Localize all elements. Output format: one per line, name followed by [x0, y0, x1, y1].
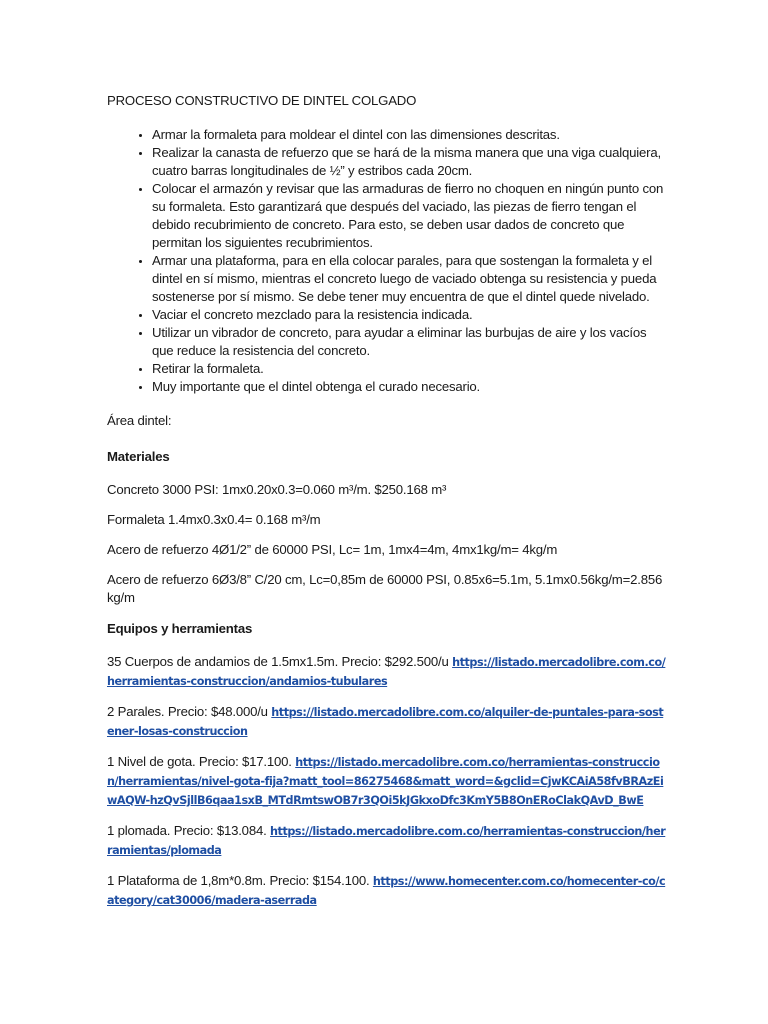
- equipment-item: [107, 822, 668, 860]
- equipment-item: [107, 872, 668, 910]
- equipment-heading: Equipos y herramientas: [107, 621, 253, 636]
- list-item: • Armar la formaleta para moldear el dintel con las dimensiones descritas.: [152, 126, 668, 144]
- equipment-text: 2 Parales. Precio: $48.000/u: [107, 704, 268, 719]
- material-line: Concreto 3000 PSI: 1mx0.20x0.3=0.060 m³/m. $250.168 m³: [107, 482, 447, 497]
- list-item: • Colocar el armazón y revisar que las armaduras de fierro no choquen en ningún punto con su formaleta. Esto garantizará que después del vaciado, las piezas de fierro tengan el debido recubrimiento de concreto. Para esto, se deben usar dados de concreto que permitan los siguientes recubrimientos.: [152, 180, 668, 252]
- materials-heading: Materiales: [107, 449, 170, 464]
- equipment-item: [107, 653, 668, 691]
- equipment-item: [107, 703, 668, 741]
- list-item: • Muy importante que el dintel obtenga el curado necesario.: [152, 378, 668, 396]
- equipment-text: 1 Plataforma de 1,8m*0.8m. Precio: $154.100.: [107, 873, 370, 888]
- parales-link[interactable]: https://listado.mercadolibre.com.co/alquiler-de-puntales-para-sostener-losas-construccion: [107, 706, 664, 738]
- plataforma-link[interactable]: https://www.homecenter.com.co/homecenter-co/category/cat30006/madera-aserrada: [107, 875, 666, 907]
- material-line: Acero de refuerzo 6Ø3/8” C/20 cm, Lc=0,85m de 60000 PSI, 0.85x6=5.1m, 5.1mx0.56kg/m=2.856 kg/m: [107, 572, 663, 605]
- equipment-text: 1 Nivel de gota. Precio: $17.100.: [107, 754, 292, 769]
- plomada-link[interactable]: https://listado.mercadolibre.com.co/herramientas-construccion/herramientas/plomada: [107, 825, 666, 857]
- nivel-gota-link[interactable]: https://listado.mercadolibre.com.co/herramientas-construccion/herramientas/nivel-gota-fija?matt_tool=86275468&matt_word=&gclid=CjwKCAiA58fvBRAzEiwAQW-hzQvSjllB6qaa1sxB_MTdRmtswOB7r3QOi5kJGkxoDfc3KmY5B8OnERoClakQAvD_BwE: [107, 756, 664, 807]
- area-label: Área dintel:: [107, 413, 172, 428]
- document-title: PROCESO CONSTRUCTIVO DE DINTEL COLGADO: [107, 93, 417, 108]
- equipment-text: 35 Cuerpos de andamios de 1.5mx1.5m. Precio: $292.500/u: [107, 654, 449, 669]
- construction-steps-list: [107, 126, 668, 396]
- material-line: Acero de refuerzo 4Ø1/2” de 60000 PSI, Lc= 1m, 1mx4=4m, 4mx1kg/m= 4kg/m: [107, 542, 558, 557]
- andamios-link[interactable]: https://listado.mercadolibre.com.co/herramientas-construccion/andamios-tubulares: [107, 656, 666, 688]
- equipment-item: [107, 753, 668, 810]
- list-item: • Realizar la canasta de refuerzo que se hará de la misma manera que una viga cualquiera, cuatro barras longitudinales de ½” y estribos cada 20cm.: [152, 144, 668, 180]
- list-item: • Retirar la formaleta.: [152, 360, 668, 378]
- list-item: • Armar una plataforma, para en ella colocar parales, para que sostengan la formaleta y el dintel en sí mismo, mientras el concreto luego de vaciado obtenga su resistencia y pueda sostenerse por sí mismo. Se debe tener muy encuentra de que el dintel quede nivelado.: [152, 252, 668, 306]
- equipment-text: 1 plomada. Precio: $13.084.: [107, 823, 267, 838]
- list-item: • Vaciar el concreto mezclado para la resistencia indicada.: [152, 306, 668, 324]
- material-line: Formaleta 1.4mx0.3x0.4= 0.168 m³/m: [107, 512, 321, 527]
- list-item: • Utilizar un vibrador de concreto, para ayudar a eliminar las burbujas de aire y los vacíos que reduce la resistencia del concreto.: [152, 324, 668, 360]
